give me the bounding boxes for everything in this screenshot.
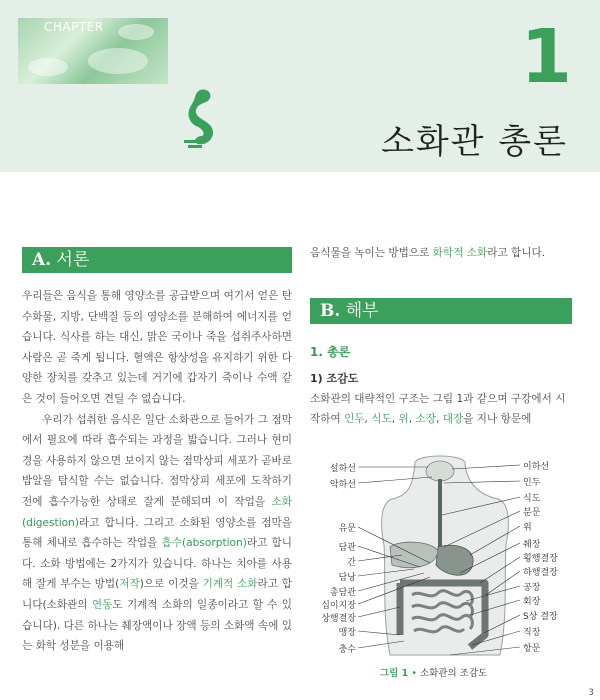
figure-label-left: 충수 xyxy=(338,645,356,655)
section-b-title: 해부 xyxy=(345,301,379,321)
text-run: 라고 합니다. 소화 방법에는 2가지가 있습니다. 하나는 치아를 사용해 잘게 부수는 방법( xyxy=(22,537,292,591)
text-run: , xyxy=(364,413,372,425)
left-column xyxy=(22,286,292,657)
chapter-number: 1 xyxy=(520,14,572,100)
right-column xyxy=(310,244,572,262)
subheading-overview: 1. 총론 xyxy=(310,345,351,359)
highlighted-term: 소화(digestion) xyxy=(22,495,292,529)
figure-label-left: 간 xyxy=(347,558,356,568)
highlighted-term: 식도 xyxy=(371,413,392,425)
figure-label-right: 직장 xyxy=(523,628,541,638)
figure-label-right: 인두 xyxy=(523,478,541,488)
figure-label-left: 상행결장 xyxy=(321,614,356,624)
text-run: 라고 합니다. xyxy=(487,247,546,259)
anatomy-description xyxy=(310,389,575,429)
section-a-heading xyxy=(22,247,292,273)
stomach-icon xyxy=(182,86,224,150)
figure-label-right: 췌장 xyxy=(523,540,541,550)
section-b-heading xyxy=(310,298,572,324)
figure-label-left: 십이지장 xyxy=(321,601,356,611)
text-run: )으로 이것을 xyxy=(139,578,203,591)
figure-label-right: 식도 xyxy=(523,494,541,504)
highlighted-term: 화학적 소화 xyxy=(432,247,488,259)
text-run: 라고 합니다. 그리고 소화된 영양소를 점막을 통해 체내로 흡수하는 작업을 xyxy=(22,516,292,550)
page-number: 3 xyxy=(588,688,594,698)
chapter-label: CHAPTER xyxy=(44,20,104,34)
highlighted-term: 소장 xyxy=(415,413,436,425)
figure-label-left: 담관 xyxy=(338,543,356,553)
chapter-header xyxy=(0,0,600,172)
figure-label-right: 항문 xyxy=(523,644,541,654)
text-run: 음식물을 녹이는 방법으로 xyxy=(310,247,433,259)
figure-label-right: 횡행결장 xyxy=(523,554,558,564)
figure-number: 그림 1 xyxy=(380,668,409,679)
figure-label-left: 설하선 xyxy=(329,464,356,474)
highlighted-term: 위 xyxy=(398,413,409,425)
highlighted-term: 기계적 소화 xyxy=(202,578,258,591)
intro-paragraph-2 xyxy=(22,410,292,657)
text-run: , xyxy=(391,413,399,425)
continued-paragraph xyxy=(310,244,572,262)
subheading-bird-eye-view: 1) 조감도 xyxy=(310,372,359,385)
figure-label-right: 공장 xyxy=(523,583,541,593)
section-b-letter: B. xyxy=(320,301,341,321)
figure-label-left: 악하선 xyxy=(329,480,356,490)
highlighted-term: 연동 xyxy=(91,598,113,611)
text-run: , xyxy=(408,413,416,425)
intro-paragraph-1 xyxy=(22,286,292,410)
section-a-letter: A. xyxy=(32,250,52,270)
section-a-title: 서론 xyxy=(56,250,90,270)
figure-label-right: 이하선 xyxy=(523,462,550,472)
figure-label-right: 분문 xyxy=(523,508,541,518)
digestive-system-figure xyxy=(320,455,570,660)
highlighted-term: 저작 xyxy=(119,578,140,591)
figure-label-left: 총담관 xyxy=(329,588,356,598)
text-run: 우리들은 음식을 통해 영양소를 공급받으며 여기서 얻은 탄수화물, 지방, 단백질 등의 영양소를 분해하여 에너지를 얻습니다. 식사를 하는 대신, 맑은 국이나 죽을 섭취주사하면 사람은 곧 죽게 됩니다. 혈액은 항상성을 유지하기 위한 다양한 장치를 갖추고 있는데 거기에 갑자기 죽이나 수액 같은 것이 들어오면 견딜 수 없습니다. xyxy=(22,290,292,405)
figure-label-left: 담낭 xyxy=(338,573,356,583)
figure-caption-text: 소화관의 조감도 xyxy=(419,668,488,679)
figure-label-right: 회장 xyxy=(523,597,541,607)
highlighted-term: 대장 xyxy=(442,413,464,425)
text-run: 도 기계적 소화의 일종이라고 할 수 있습니다). 다른 하나는 췌장액이나 장액 등의 소화액 속에 있는 화학 성분을 이용해 xyxy=(22,598,292,653)
text-run: 소화관의 대략적인 구조는 그림 1과 같으며 구강에서 시작하여 xyxy=(310,393,566,425)
figure-label-left: 맹장 xyxy=(338,628,356,638)
figure-label-right: 위 xyxy=(523,523,532,533)
text-run: 라고 합니다(소화관의 xyxy=(22,578,292,611)
highlighted-term: 인두 xyxy=(344,413,365,425)
text-run: 을 지나 항문에 xyxy=(463,413,532,425)
chapter-title: 소화관 총론 xyxy=(380,122,568,162)
caption-separator: • xyxy=(411,668,417,679)
highlighted-term: 흡수(absorption) xyxy=(161,537,247,550)
figure-caption xyxy=(380,665,487,679)
text-run: , xyxy=(435,413,443,425)
text-run: 우리가 섭취한 음식은 일단 소화관으로 들어가 그 점막에서 필요에 따라 흡수되는 과정을 밟습니다. 그러나 현미경을 사용하지 않으면 보이지 않는 점막상피 세포가 곧바로 밥알을 탐식할 수는 없습니다. 점막상피 세포에 도착하기 전에 흡수가능한 상태로 잘게 분해되며 이 작업을 xyxy=(22,413,292,508)
figure-label-left: 유문 xyxy=(338,524,356,534)
figure-label-right: S상 결장 xyxy=(523,612,558,622)
figure-label-right: 하행결장 xyxy=(523,568,558,578)
